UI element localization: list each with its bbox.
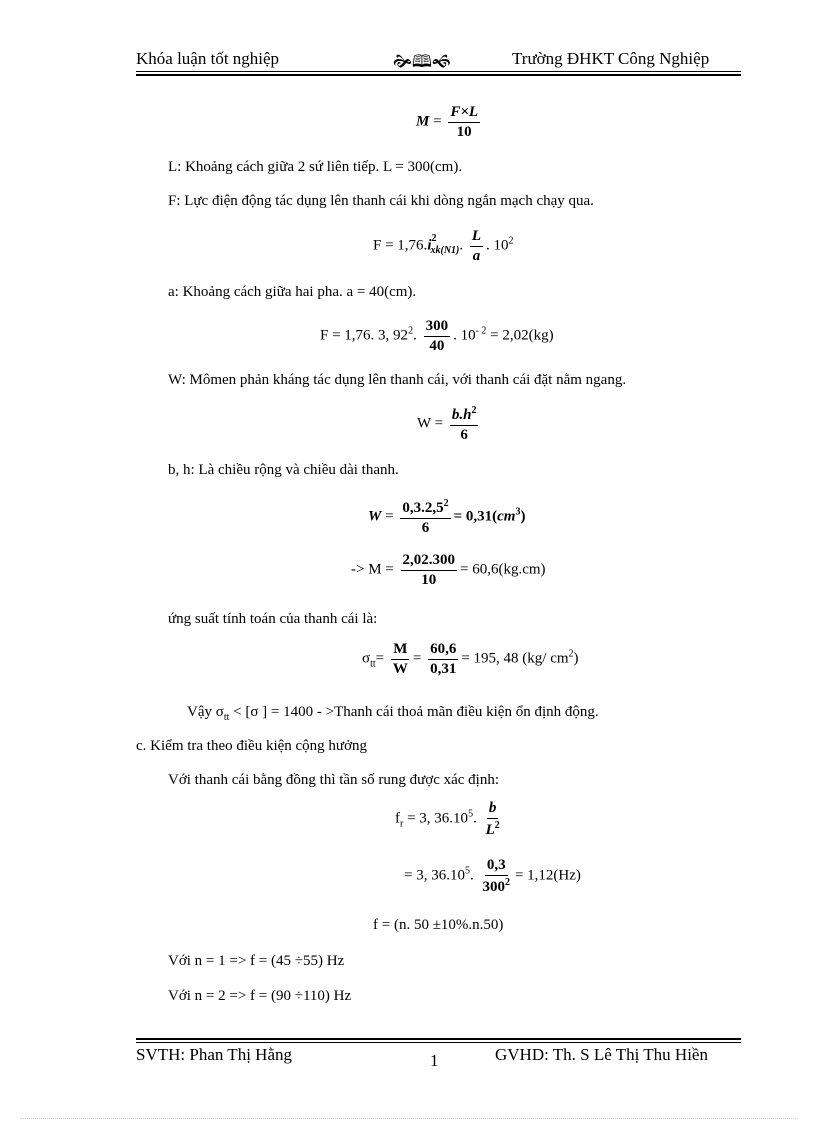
header-rule-thin — [136, 71, 741, 72]
text-stress-intro: ứng suất tính toán của thanh cái là: — [168, 611, 378, 627]
formula-frequency-value: = 3, 36.10$^5$. $\frac{0,3}{300^2}$ = 1,12(Hz) — [404, 857, 581, 895]
formula-stress: $\sigma_{tt}=$ $\frac{M}{W}$ = $\frac{60,6}{0,31}$ = 195, 48 (kg/ $cm^2$) — [362, 641, 579, 677]
formula-W: W = $\frac{b.h^2}{6}$ — [417, 405, 477, 443]
text-n1: Với n = 1 => f = (45 ÷55) Hz — [168, 953, 345, 969]
formula-resonance-range: f = (n. 50 ±10%.n.50) — [373, 917, 504, 933]
text-bh-definition: b, h: Là chiều rộng và chiều dài thanh. — [168, 462, 399, 478]
text-L-definition: L: Khoảng cách giữa 2 sứ liên tiếp. L = 300(cm). — [168, 159, 463, 175]
section-heading-c: c. Kiểm tra theo điều kiện cộng hưởng — [136, 738, 367, 754]
header-ornament-icon: 🙞🕮🙜 — [393, 52, 451, 71]
text-F-definition: F: Lực điện động tác dụng lên thanh cái khi dòng ngắn mạch chạy qua. — [168, 193, 594, 209]
formula-moment: M = $\frac{F\times L}{10}$ — [416, 104, 479, 140]
footer-right: GVHD: Th. S Lê Thị Thu Hiền — [495, 1045, 708, 1064]
text-frequency-intro: Với thanh cái bằng đồng thì tần số rung được xác định: — [168, 772, 500, 788]
page-number: 1 — [430, 1051, 439, 1070]
text-a-definition: a: Khoảng cách giữa hai pha. a = 40(cm). — [168, 284, 417, 300]
footer-rule-thin — [136, 1042, 741, 1043]
formula-moment-value: -> M = $\frac{2,02.300}{10}$ = 60,6(kg.cm) — [351, 552, 546, 588]
header-right: Trường ĐHKT Công Nghiệp — [512, 49, 710, 68]
formula-W-value: W = $\frac{0,3.2,5^2}{6}$ = $0,31(cm^3)$ — [368, 498, 526, 536]
formula-frequency: $f_r = 3$, 36.10$^5$. $\frac{b}{L^2}$ — [395, 800, 500, 838]
footer-rule-thick — [136, 1038, 741, 1040]
page-bottom-border — [20, 1118, 796, 1119]
text-W-definition: W: Mômen phản kháng tác dụng lên thanh cái, với thanh cái đặt nằm ngang. — [168, 372, 627, 388]
footer-left: SVTH: Phan Thị Hằng — [136, 1045, 292, 1064]
formula-force: $F = 1,76.i^2_{xk(N1)}$. $\frac{L}{a}$ . $10^2$ — [373, 228, 514, 264]
header-rule-thick — [136, 74, 741, 76]
header-left: Khóa luận tốt nghiệp — [136, 49, 280, 68]
text-conclusion: Vậy $\sigma_{tt} < [\sigma$ ] = 1400 - >Thanh cái thoả mãn điều kiện ổn định động. — [187, 704, 599, 723]
text-n2: Với n = 2 => f = (90 ÷110) Hz — [168, 988, 352, 1004]
formula-force-value: F = 1,76. 3, $92^2$. $\frac{300}{40}$ . $10^{- 2} = 2,02(kg)$ — [320, 318, 554, 354]
